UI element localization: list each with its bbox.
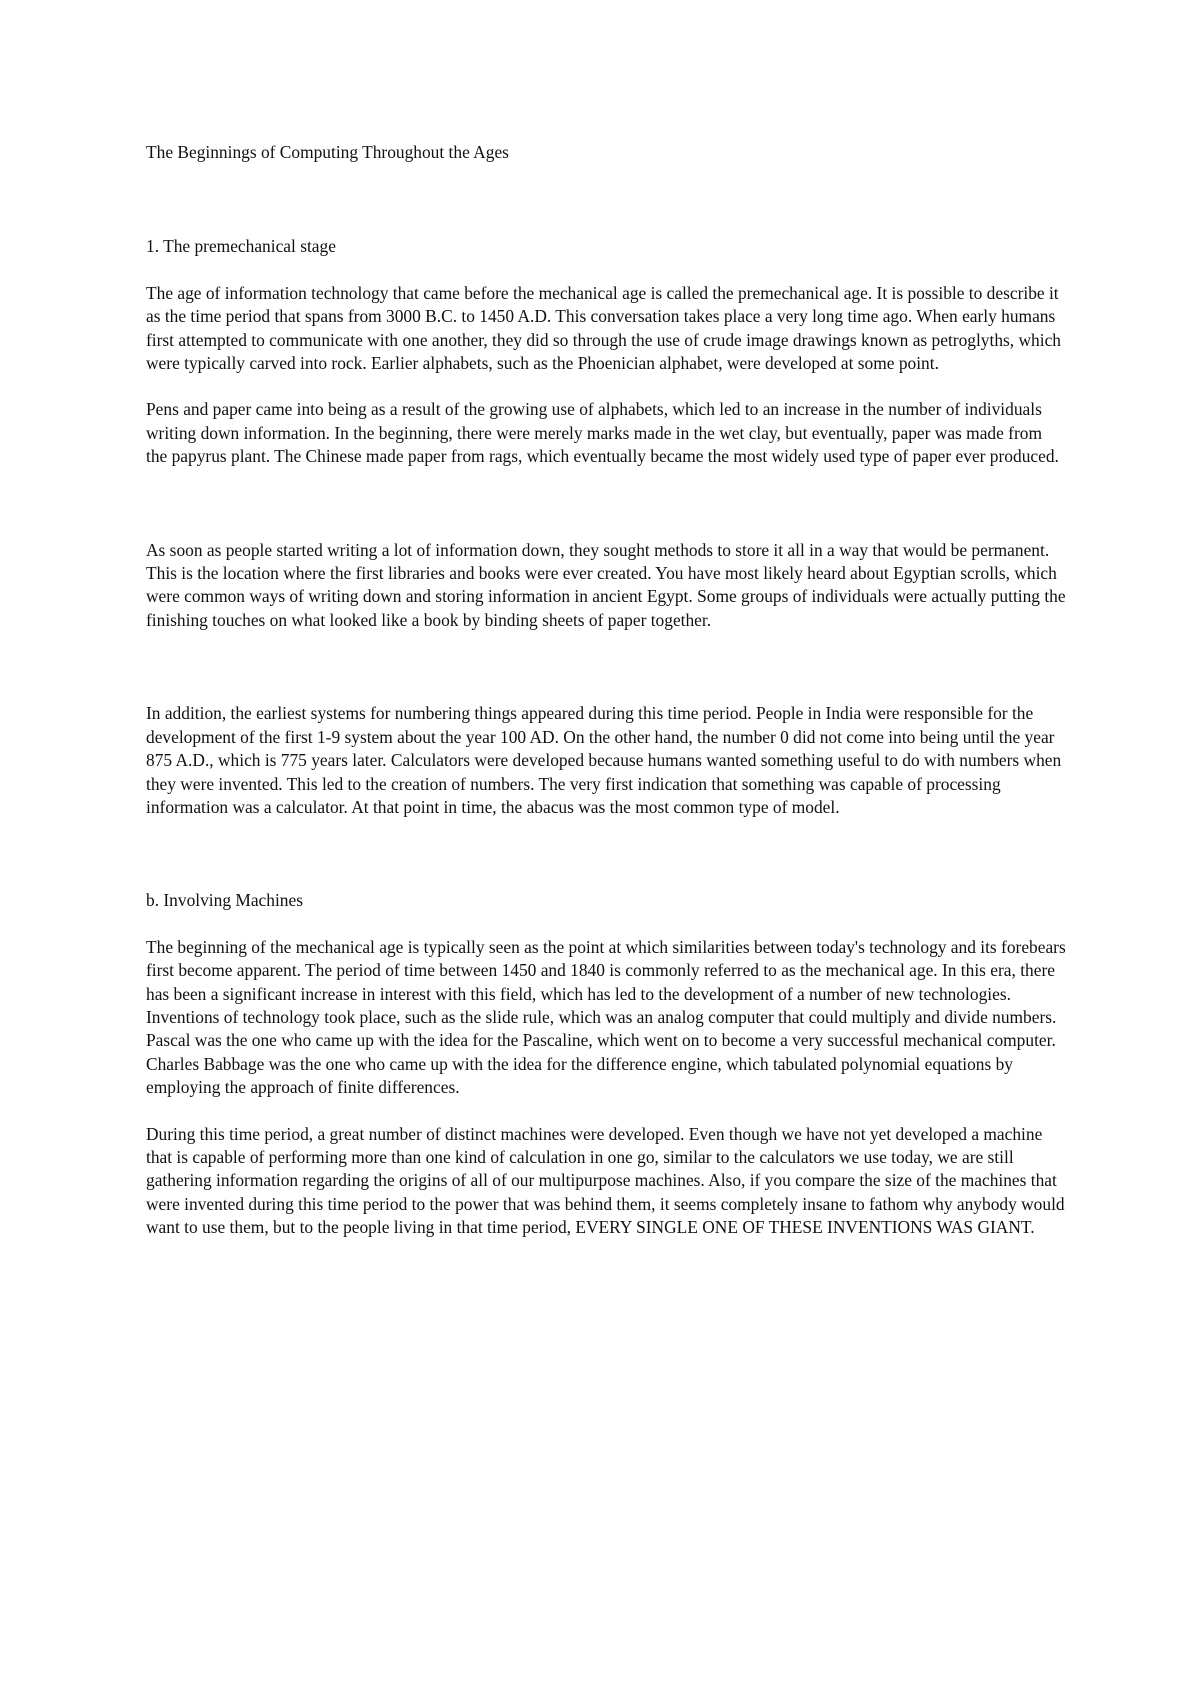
paragraph: Pens and paper came into being as a result of the growing use of alphabets, which led to an increase in the number of individuals writing down information. In the beginning, there were merely marks made in the wet clay, but eventually, paper was made from the papyrus plant. The Chinese made paper from rags, which eventually became the most widely used type of paper ever produced. — [146, 399, 1059, 467]
paragraph: The beginning of the mechanical age is typically seen as the point at which similarities between today's technology and its forebears first become apparent. The period of time between 1450 and 1840 is commonly referred to as the mechanical age. In this era, there has been a significant increase in interest with this field, which has led to the development of a number of new technologies. Inventions of technology took place, such as the slide rule, which was an analog computer that could multiply and divide numbers. Pascal was the one who came up with the idea for the Pascaline, which went on to become a very successful mechanical computer. Charles Babbage was the one who came up with the idea for the difference engine, which tabulated polynomial equations by employing the approach of finite differences. — [146, 936, 1066, 1098]
spacer — [146, 259, 1066, 282]
section-heading-premechanical: 1. The premechanical stage — [146, 236, 336, 257]
spacer — [146, 632, 1066, 702]
section-heading-machines: b. Involving Machines — [146, 890, 303, 911]
document-body — [146, 141, 1066, 1240]
spacer — [146, 1100, 1066, 1123]
spacer — [146, 375, 1066, 398]
paragraph: During this time period, a great number of distinct machines were developed. Even though we have not yet developed a machine that is capable of performing more than one kind of calculation in one go, similar to the calculators we use today, we are still gathering information regarding the origins of all of our multipurpose machines. Also, if you compare the size of the machines that were invented during this time period to the power that was behind them, it seems completely insane to fathom why anybody would want to use them, but to the people living in that time period, EVERY SINGLE ONE OF THESE INVENTIONS WAS GIANT. — [146, 1123, 1065, 1238]
spacer — [146, 819, 1066, 889]
document-title: The Beginnings of Computing Throughout the Ages — [146, 142, 509, 162]
paragraph: The age of information technology that came before the mechanical age is called the premechanical age. It is possible to describe it as the time period that spans from 3000 B.C. to 1450 A.D. This conversation takes place a very long time ago. When early humans first attempted to communicate with one another, they did so through the use of crude image drawings known as petroglyths, which were typically carved into rock. Earlier alphabets, such as the Phoenician alphabet, were developed at some point. — [146, 282, 1061, 374]
paragraph: As soon as people started writing a lot of information down, they sought methods to store it all in a way that would be permanent. This is the location where the first libraries and books were ever created. You have most likely heard about Egyptian scrolls, which were common ways of writing down and storing information in ancient Egypt. Some groups of individuals were actually putting the finishing touches on what looked like a book by binding sheets of paper together. — [146, 539, 1066, 630]
spacer — [146, 913, 1066, 936]
paragraph: In addition, the earliest systems for numbering things appeared during this time period. People in India were responsible for the development of the first 1-9 system about the year 100 AD. On the other hand, the number 0 did not come into being until the year 875 A.D., which is 775 years later. Calculators were developed because humans wanted something useful to do with numbers when they were invented. This led to the creation of numbers. The very first indication that something was capable of processing information was a calculator. At that point in time, the abacus was the most common type of model. — [146, 703, 1062, 817]
spacer — [146, 469, 1066, 539]
spacer — [146, 164, 1066, 235]
